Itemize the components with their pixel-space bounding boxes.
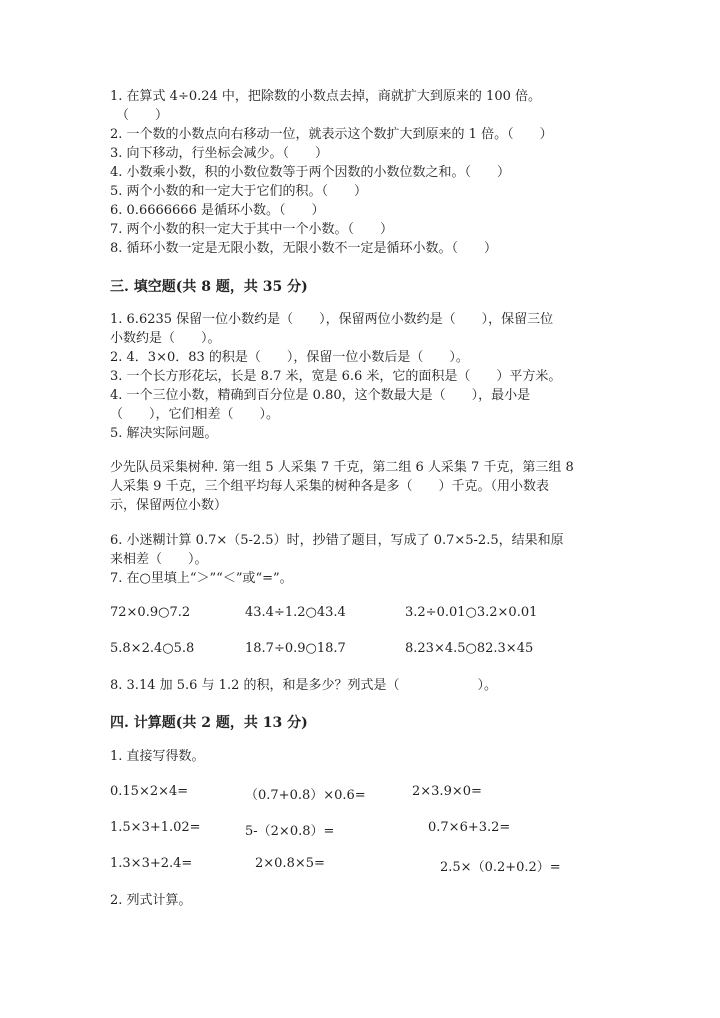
compare-item: 72×0.9○7.2 xyxy=(110,605,191,620)
judge-q1-answer[interactable]: （ ） xyxy=(116,108,169,123)
compare-item: 18.7÷0.9○18.7 xyxy=(245,641,346,656)
fill-q5-para-line2: 人采集 9 千克，三个组平均每人采集的树种各是多（ ）千克。（用小数表 xyxy=(110,479,550,494)
fill-q5-para-line3: 示，保留两位小数） xyxy=(110,498,228,513)
calc-item: 2.5×（0.2+0.2）= xyxy=(440,860,561,875)
compare-item: 5.8×2.4○5.8 xyxy=(110,641,195,656)
fill-q6-line2: 来相差（ ）。 xyxy=(110,552,208,567)
calc-item: 0.15×2×4= xyxy=(110,784,189,799)
calc-item: 5-（2×0.8）= xyxy=(245,824,335,839)
fill-q4-line2: （ ），它们相差（ ）。 xyxy=(110,407,280,422)
fill-q2: 2. 4．3×0．83 的积是（ ），保留一位小数后是（ ）。 xyxy=(110,350,469,365)
judge-q2: 2. 一个数的小数点向右移动一位，就表示这个数扩大到原来的 1 倍。（ ） xyxy=(110,127,553,142)
compare-item: 43.4÷1.2○43.4 xyxy=(245,605,346,620)
calc-q2: 2. 列式计算。 xyxy=(110,893,192,908)
judge-q4: 4. 小数乘小数，积的小数位数等于两个因数的小数位数之和。（ ） xyxy=(110,165,511,180)
judge-q3: 3. 向下移动，行坐标会减少。（ ） xyxy=(110,146,329,161)
fill-q1-line1: 1. 6.6235 保留一位小数约是（ ），保留两位小数约是（ ），保留三位 xyxy=(110,312,554,327)
fill-q4-line1: 4. 一个三位小数，精确到百分位是 0.80，这个数最大是（ ），最小是 xyxy=(110,388,531,403)
fill-q5: 5. 解决实际问题。 xyxy=(110,426,218,441)
judge-q6: 6. 0.6666666 是循环小数。（ ） xyxy=(110,203,325,218)
judge-q1-line1: 1. 在算式 4÷0.24 中，把除数的小数点去掉，商就扩大到原来的 100 倍。 xyxy=(110,89,541,104)
fill-q6-line1: 6. 小迷糊计算 0.7×（5-2.5）时，抄错了题目，写成了 0.7×5-2.5，结果和原 xyxy=(110,533,564,548)
calc-item: 2×3.9×0= xyxy=(412,784,482,799)
calc-q1: 1. 直接写得数。 xyxy=(110,749,205,764)
calc-item: （0.7+0.8）×0.6= xyxy=(245,788,366,803)
calc-heading: 四. 计算题(共 2 题，共 13 分) xyxy=(110,715,308,731)
fill-q1-line2: 小数约是（ ）。 xyxy=(110,331,221,346)
judge-q5: 5. 两个小数的和一定大于它们的积。（ ） xyxy=(110,184,368,199)
fill-q8: 8. 3.14 加 5.6 与 1.2 的积，和是多少？列式是（ ）。 xyxy=(110,678,497,693)
judge-q8: 8. 循环小数一定是无限小数，无限小数不一定是循环小数。（ ） xyxy=(110,241,498,256)
calc-item: 1.5×3+1.02= xyxy=(110,820,201,835)
calc-item: 2×0.8×5= xyxy=(255,856,325,871)
compare-item: 3.2÷0.01○3.2×0.01 xyxy=(405,605,538,620)
compare-item: 8.23×4.5○82.3×45 xyxy=(405,641,534,656)
calc-item: 0.7×6+3.2= xyxy=(428,820,511,835)
fill-q5-para-line1: 少先队员采集树种. 第一组 5 人采集 7 千克，第二组 6 人采集 7 千克，第三组 8 xyxy=(110,460,574,475)
judge-q7: 7. 两个小数的积一定大于其中一个小数。（ ） xyxy=(110,222,394,237)
fill-heading: 三. 填空题(共 8 题，共 35 分) xyxy=(110,279,308,295)
fill-q7: 7. 在○里填上“＞”“＜”或“=”。 xyxy=(110,571,293,586)
fill-q3: 3. 一个长方形花坛，长是 8.7 米，宽是 6.6 米，它的面积是（ ）平方米。 xyxy=(110,369,562,384)
calc-item: 1.3×3+2.4= xyxy=(110,856,193,871)
